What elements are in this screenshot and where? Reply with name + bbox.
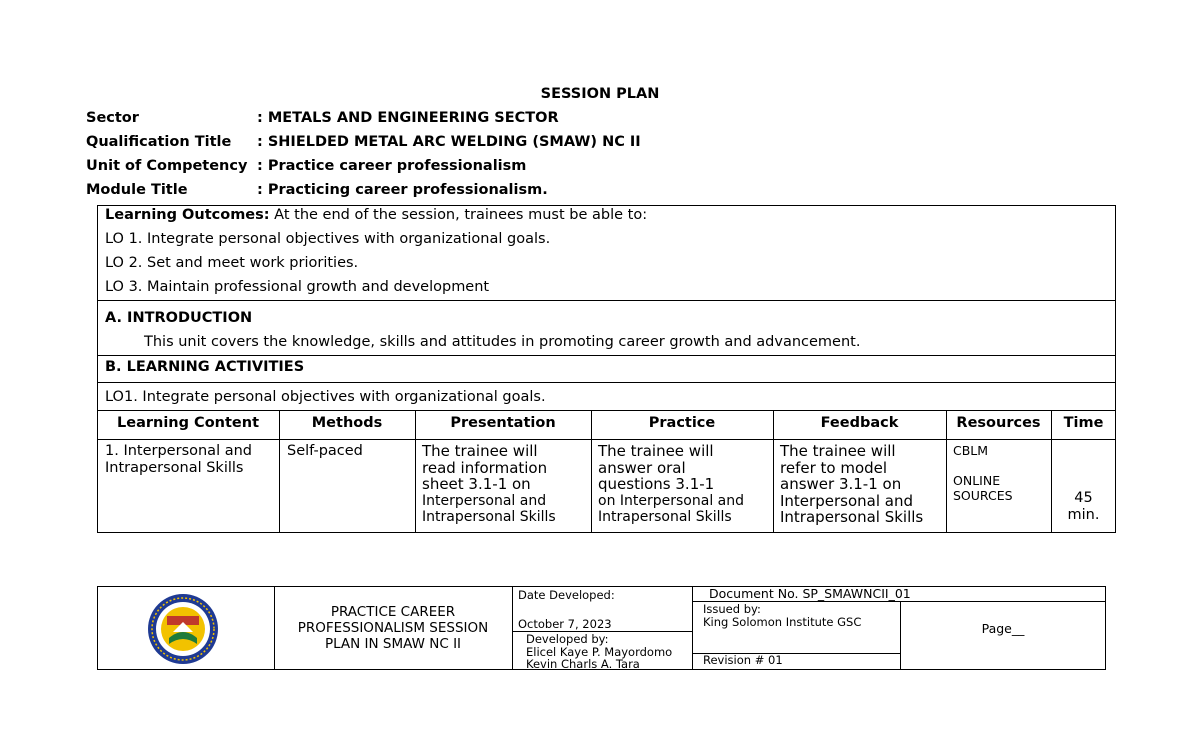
cell-line: answer 3.1-1 on (780, 475, 902, 493)
header-unit (86, 158, 526, 174)
cell-line: answer oral (598, 458, 686, 477)
cell-line: ONLINE (953, 473, 1001, 488)
column-header: Resources (956, 415, 1041, 431)
cell-line: Intrapersonal Skills (105, 459, 244, 476)
activities-heading: B. LEARNING ACTIVITIES (105, 359, 305, 375)
cell-time (1051, 490, 1116, 524)
column-header: Practice (648, 415, 716, 431)
cell-line: Intrapersonal Skills (780, 508, 924, 526)
date-developed-label: Date Developed: (518, 588, 615, 602)
cell-line: The trainee will (422, 442, 538, 460)
cell-line: CBLM (953, 443, 989, 458)
introduction-heading: A. INTRODUCTION (105, 310, 253, 326)
header-label: Qualification Title (86, 134, 232, 150)
cell-line: Intrapersonal Skills (422, 509, 556, 525)
developer-name: Kevin Charls A. Tara (526, 657, 640, 671)
column-header: Methods (311, 415, 383, 431)
introduction-text: This unit covers the knowledge, skills and attitudes in promoting career growth and advancement. (144, 334, 861, 350)
column-header: Learning Content (117, 415, 259, 431)
header-value: : Practice career professionalism (257, 158, 527, 174)
header-qualification (86, 134, 641, 150)
header-value: : METALS AND ENGINEERING SECTOR (257, 110, 559, 126)
cell-line: Interpersonal and (422, 492, 547, 509)
lo-item: LO 1. Integrate personal objectives with organizational goals. (105, 231, 551, 247)
cell-line: Intrapersonal Skills (598, 509, 732, 525)
cell-line: SOURCES (953, 488, 1013, 503)
date-developed-value: October 7, 2023 (518, 617, 612, 631)
cell-line: refer to model (780, 458, 888, 477)
column-header: Feedback (820, 415, 899, 431)
header-sector (86, 110, 559, 126)
footer-doc-title (274, 604, 512, 652)
cell-presentation (422, 443, 556, 526)
cell-line: read information (422, 458, 548, 477)
header-value: : Practicing career professionalism. (257, 182, 548, 198)
learning-outcomes-intro (105, 206, 647, 224)
page-number: Page__ (981, 621, 1025, 636)
header-value: : SHIELDED METAL ARC WELDING (SMAW) NC II (257, 134, 641, 150)
cell-line: Interpersonal and (780, 491, 913, 510)
cell-resources (953, 443, 1013, 503)
cell-line: min. (1067, 507, 1100, 523)
revision-number: Revision # 01 (703, 653, 783, 667)
developed-by-label: Developed by: (526, 632, 609, 646)
header-label: Module Title (86, 182, 188, 198)
cell-line: 45 (1074, 490, 1093, 506)
header-label: Sector (86, 110, 139, 126)
header-module (86, 182, 548, 198)
activities-lo-line: LO1. Integrate personal objectives with organizational goals. (105, 389, 546, 405)
column-header: Presentation (450, 415, 556, 431)
cell-line: The trainee will (780, 442, 896, 460)
column-header: Time (1063, 415, 1104, 431)
lo-item: LO 2. Set and meet work priorities. (105, 255, 359, 271)
doc-title-line: PRACTICE CAREER (330, 604, 456, 620)
learning-outcomes-text: At the end of the session, trainees must be able to: (269, 207, 648, 223)
issued-by-label: Issued by: (703, 602, 761, 616)
doc-title-line: PLAN IN SMAW NC II (324, 636, 462, 652)
cell-line: The trainee will (598, 442, 714, 460)
cell-method: Self-paced (287, 443, 363, 459)
lo-item: LO 3. Maintain professional growth and development (105, 279, 490, 295)
doc-title-line: PROFESSIONALISM SESSION (297, 620, 489, 636)
header-label: Unit of Competency (86, 158, 248, 174)
document-number: Document No. SP_SMAWNCII_01 (709, 586, 911, 601)
logo-icon (145, 592, 221, 666)
cell-line: on Interpersonal and (598, 492, 744, 509)
institute-logo (145, 592, 221, 666)
cell-practice (598, 443, 744, 526)
cell-line: questions 3.1-1 (598, 475, 715, 493)
issued-by-value: King Solomon Institute GSC (703, 615, 862, 629)
cell-feedback (780, 443, 923, 526)
page-title: SESSION PLAN (540, 86, 660, 102)
cell-learning-content (105, 443, 252, 476)
developer-name: Elicel Kaye P. Mayordomo (526, 645, 673, 659)
cell-line: 1. Interpersonal and (105, 443, 252, 459)
cell-line: sheet 3.1-1 on (422, 475, 531, 493)
learning-outcomes-label: Learning Outcomes: (105, 207, 270, 223)
